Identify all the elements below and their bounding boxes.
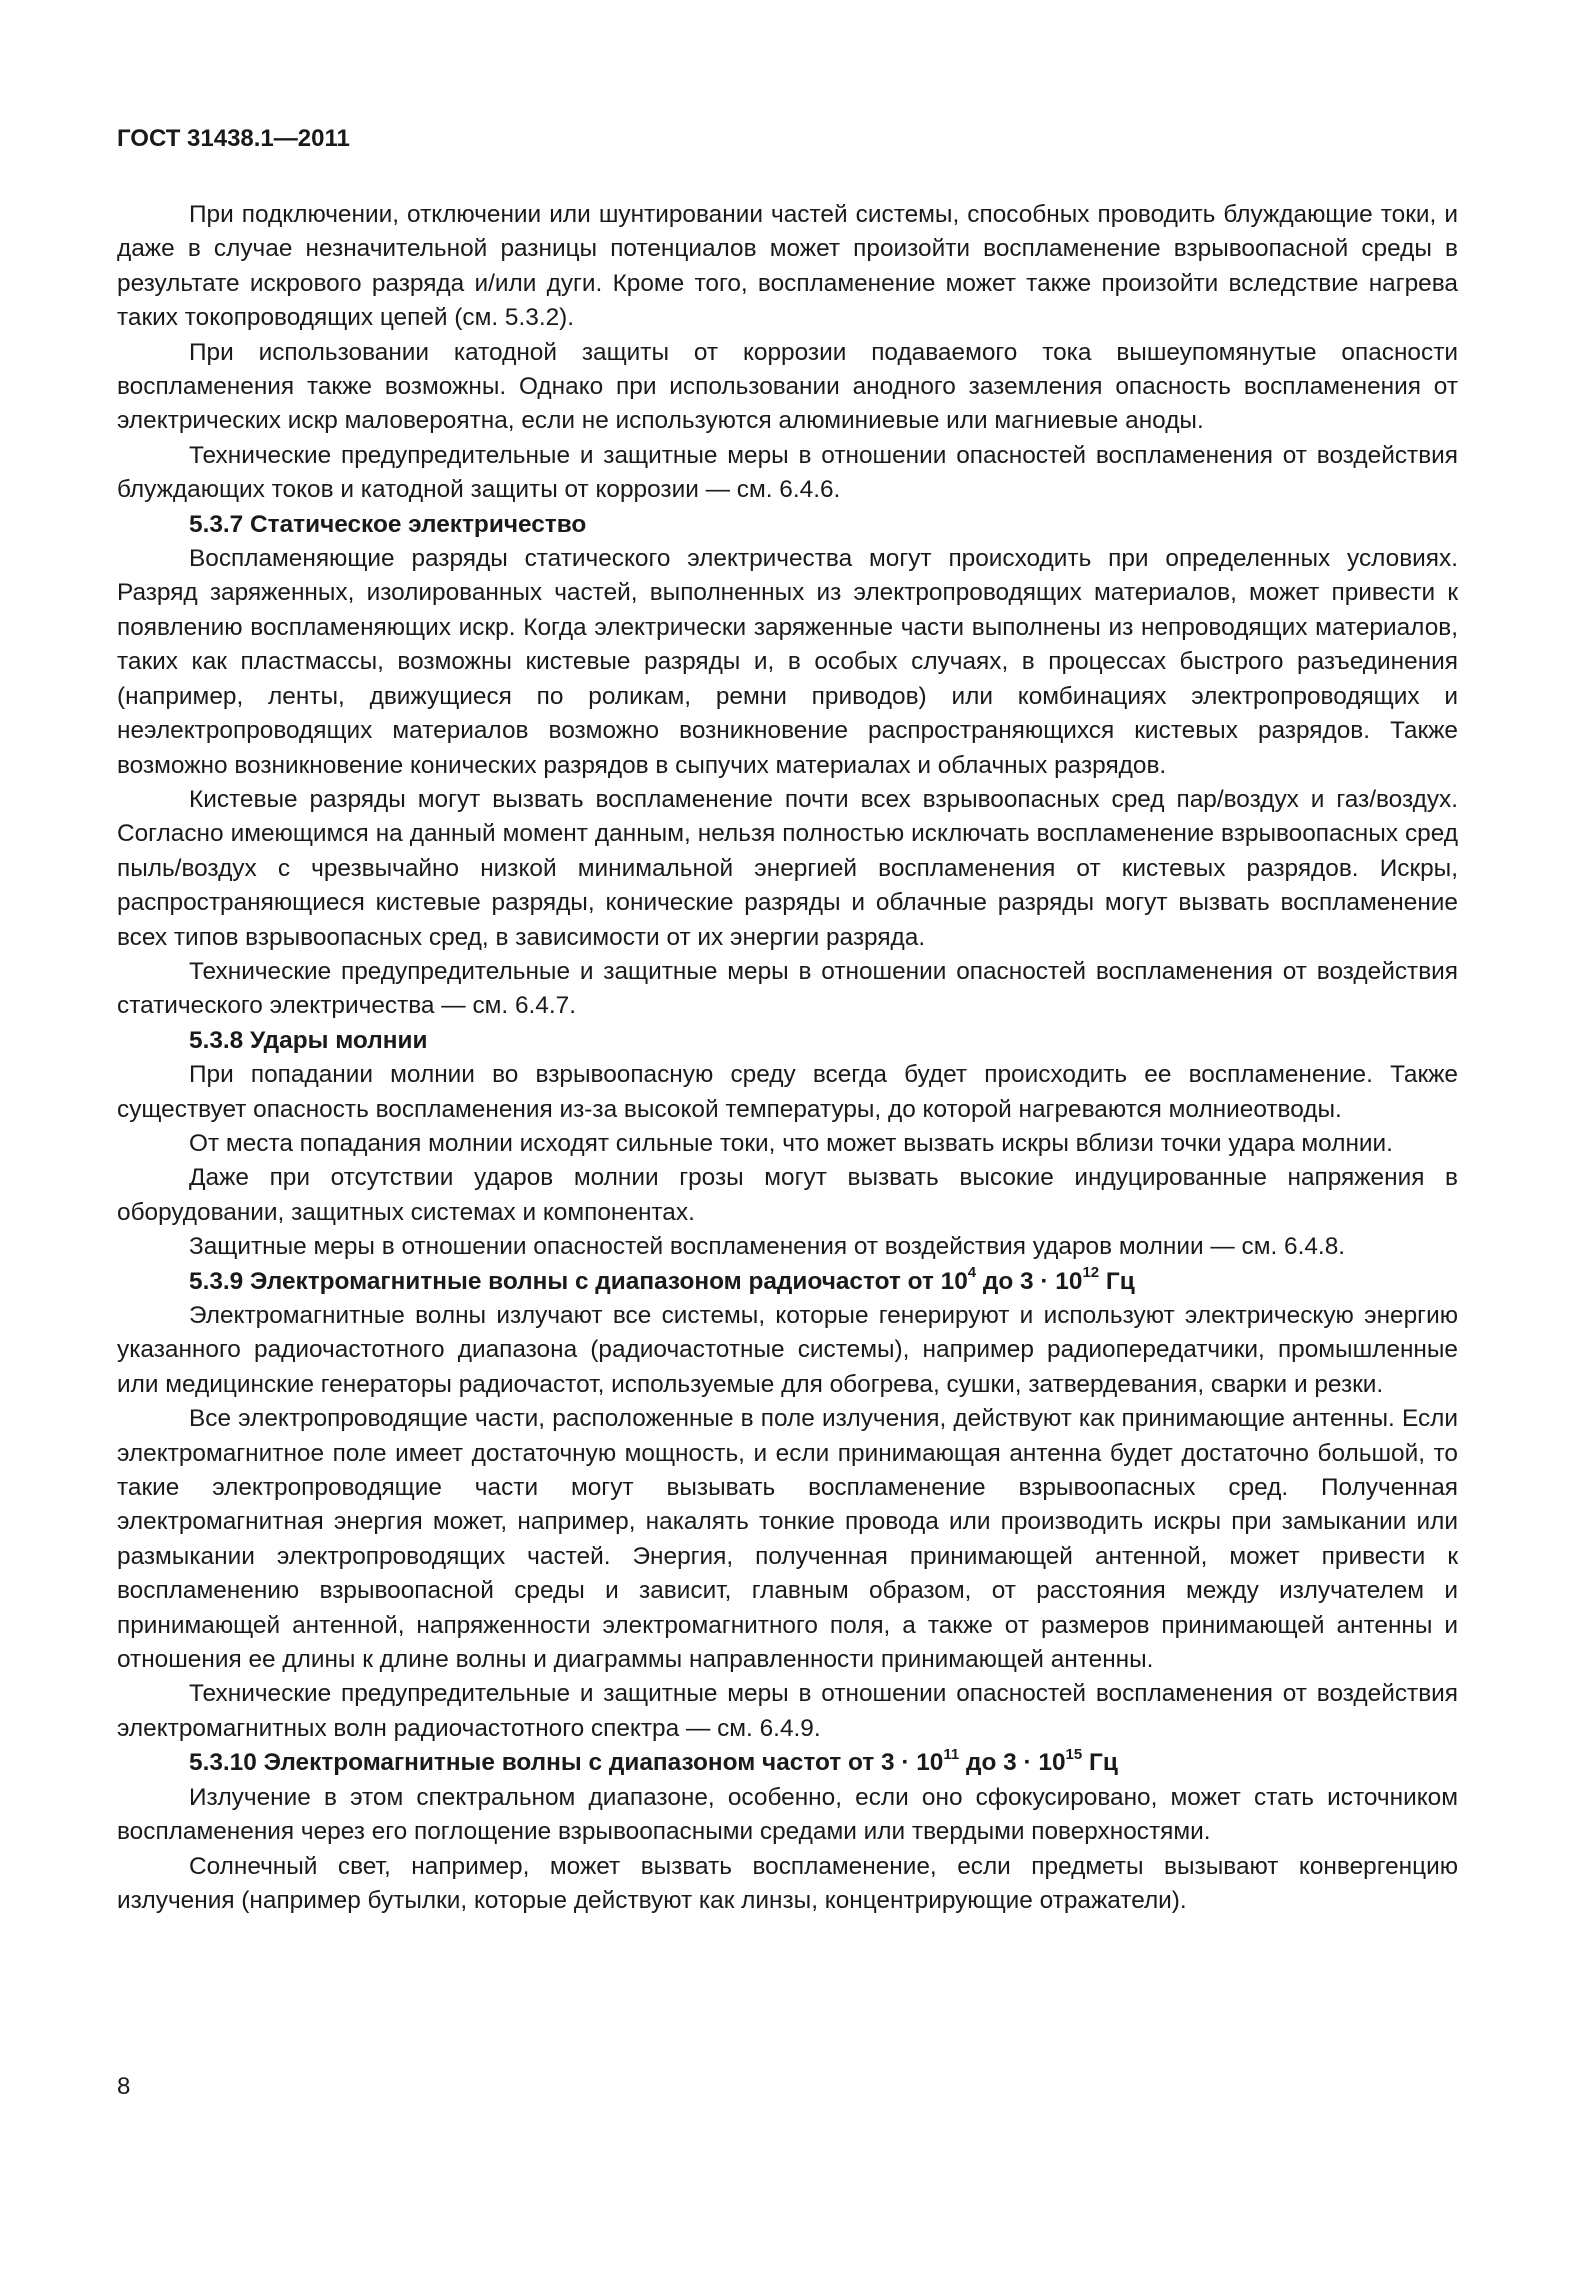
paragraph: Воспламеняющие разряды статического электричества могут происходить при определенных условиях. Разряд заряженных, изолированных частей, выполненных из электропроводящих материалов, может привести к появлению воспламеняющих искр. Когда электрически заряженные части выполнены из непроводящих материалов, таких как пластмассы, возможны кистевые разряды и, в особых случаях, в процессах быстрого разъединения (например, ленты, движущиеся по роликам, ремни приводов) или комбинациях электропроводящих и неэлектропроводящих материалов возможно возникновение распространяющихся кистевых разрядов. Также возможно возникновение конических разрядов в сыпучих материалах и облачных разрядов. bbox=[117, 545, 1458, 779]
page-number: 8 bbox=[117, 2073, 131, 2100]
heading-text: 5.3.10 Электромагнитные волны с диапазоном частот от 3 · 10 bbox=[189, 1749, 944, 1777]
document-header-title: ГОСТ 31438.1—2011 bbox=[117, 125, 350, 152]
paragraph: При попадании молнии во взрывоопасную среду всегда будет происходить ее воспламенение. Также существует опасность воспламенения из-за высокой температуры, до которой нагреваются молниеотводы. bbox=[117, 1061, 1458, 1123]
heading-text: до 3 · 10 bbox=[959, 1749, 1066, 1777]
section-heading-5-3-10 bbox=[117, 1746, 1458, 1780]
paragraph: Технические предупредительные и защитные меры в отношении опасностей воспламенения от воздействия электромагнитных волн радиочастотного спектра — см. 6.4.9. bbox=[117, 1680, 1458, 1742]
paragraph: Излучение в этом спектральном диапазоне, особенно, если оно сфокусировано, может стать источником воспламенения через его поглощение взрывоопасными средами или твердыми поверхностями. bbox=[117, 1783, 1458, 1846]
section-heading-5-3-9 bbox=[117, 1265, 1458, 1299]
heading-exponent: 4 bbox=[967, 1264, 977, 1282]
section-heading-5-3-7: 5.3.7 Статическое электричество bbox=[189, 510, 587, 538]
paragraph: Даже при отсутствии ударов молнии грозы могут вызвать высокие индуцированные напряжения в оборудовании, защитных системах и компонентах. bbox=[117, 1164, 1458, 1226]
paragraph: Защитные меры в отношении опасностей воспламенения от воздействия ударов молнии — см. 6.4.8. bbox=[189, 1233, 1346, 1261]
section-heading-5-3-8: 5.3.8 Удары молнии bbox=[189, 1026, 428, 1054]
heading-exponent: 15 bbox=[1065, 1746, 1083, 1764]
paragraph: При подключении, отключении или шунтировании частей системы, способных проводить блуждающие токи, и даже в случае незначительной разницы потенциалов может произойти воспламенение взрывоопасной среды в результате искрового разряда и/или дуги. Кроме того, воспламенение может также произойти вследствие нагрева таких токопроводящих цепей (см. 5.3.2). bbox=[117, 201, 1458, 332]
paragraph: Кистевые разряды могут вызвать воспламенение почти всех взрывоопасных сред пар/воздух и газ/воздух. Согласно имеющимся на данный момент данным, нельзя полностью исключать воспламенение взрывоопасных сред пыль/воздух с чрезвычайно низкой минимальной энергией воспламенения от кистевых разрядов. Искры, распространяющиеся кистевые разряды, конические разряды и облачные разряды могут вызвать воспламенение всех типов взрывоопасных сред, в зависимости от их энергии разряда. bbox=[117, 785, 1458, 951]
paragraph: Технические предупредительные и защитные меры в отношении опасностей воспламенения от воздействия статического электричества — см. 6.4.7. bbox=[117, 957, 1458, 1020]
paragraph: Технические предупредительные и защитные меры в отношении опасностей воспламенения от воздействия блуждающих токов и катодной защиты от коррозии — см. 6.4.6. bbox=[117, 441, 1458, 504]
paragraph: Электромагнитные волны излучают все системы, которые генерируют и используют электрическую энергию указанного радиочастотного диапазона (радиочастотные системы), например радиопередатчики, промышленные или медицинские генераторы радиочастот, используемые для обогрева, сушки, затвердевания, сварки и резки. bbox=[117, 1302, 1458, 1398]
heading-text: до 3 · 10 bbox=[976, 1267, 1083, 1295]
paragraph: От места попадания молнии исходят сильные токи, что может вызвать искры вблизи точки удара молнии. bbox=[189, 1129, 1393, 1157]
heading-text: 5.3.9 Электромагнитные волны с диапазоном радиочастот от 10 bbox=[189, 1267, 968, 1295]
paragraph: При использовании катодной защиты от коррозии подаваемого тока вышеупомянутые опасности воспламенения также возможны. Однако при использовании анодного заземления опасность воспламенения от электрических искр маловероятна, если не используются алюминиевые или магниевые аноды. bbox=[117, 338, 1458, 435]
heading-exponent: 11 bbox=[943, 1746, 960, 1764]
paragraph: Солнечный свет, например, может вызвать воспламенение, если предметы вызывают конвергенцию излучения (например бутылки, которые действуют как линзы, концентрирующие отражатели). bbox=[117, 1852, 1458, 1914]
heading-exponent: 12 bbox=[1082, 1264, 1100, 1282]
paragraph: Все электропроводящие части, расположенные в поле излучения, действуют как принимающие антенны. Если электромагнитное поле имеет достаточную мощность, и если принимающая антенна будет достаточно большой, то такие электропроводящие части могут вызывать воспламенение взрывоопасных сред. Полученная электромагнитная энергия может, например, накалять тонкие провода или производить искры при замыкании или размыкании электропроводящих частей. Энергия, полученная принимающей антенной, может привести к воспламенению взрывоопасной среды и зависит, главным образом, от расстояния между излучателем и принимающей антенной, напряженности электромагнитного поля, а также от размеров принимающей антенны и отношения ее длины к длине волны и диаграммы направленности принимающей антенны. bbox=[117, 1405, 1458, 1674]
document-body bbox=[117, 198, 1458, 1918]
heading-text: Гц bbox=[1082, 1749, 1118, 1777]
heading-text: Гц bbox=[1099, 1267, 1135, 1295]
